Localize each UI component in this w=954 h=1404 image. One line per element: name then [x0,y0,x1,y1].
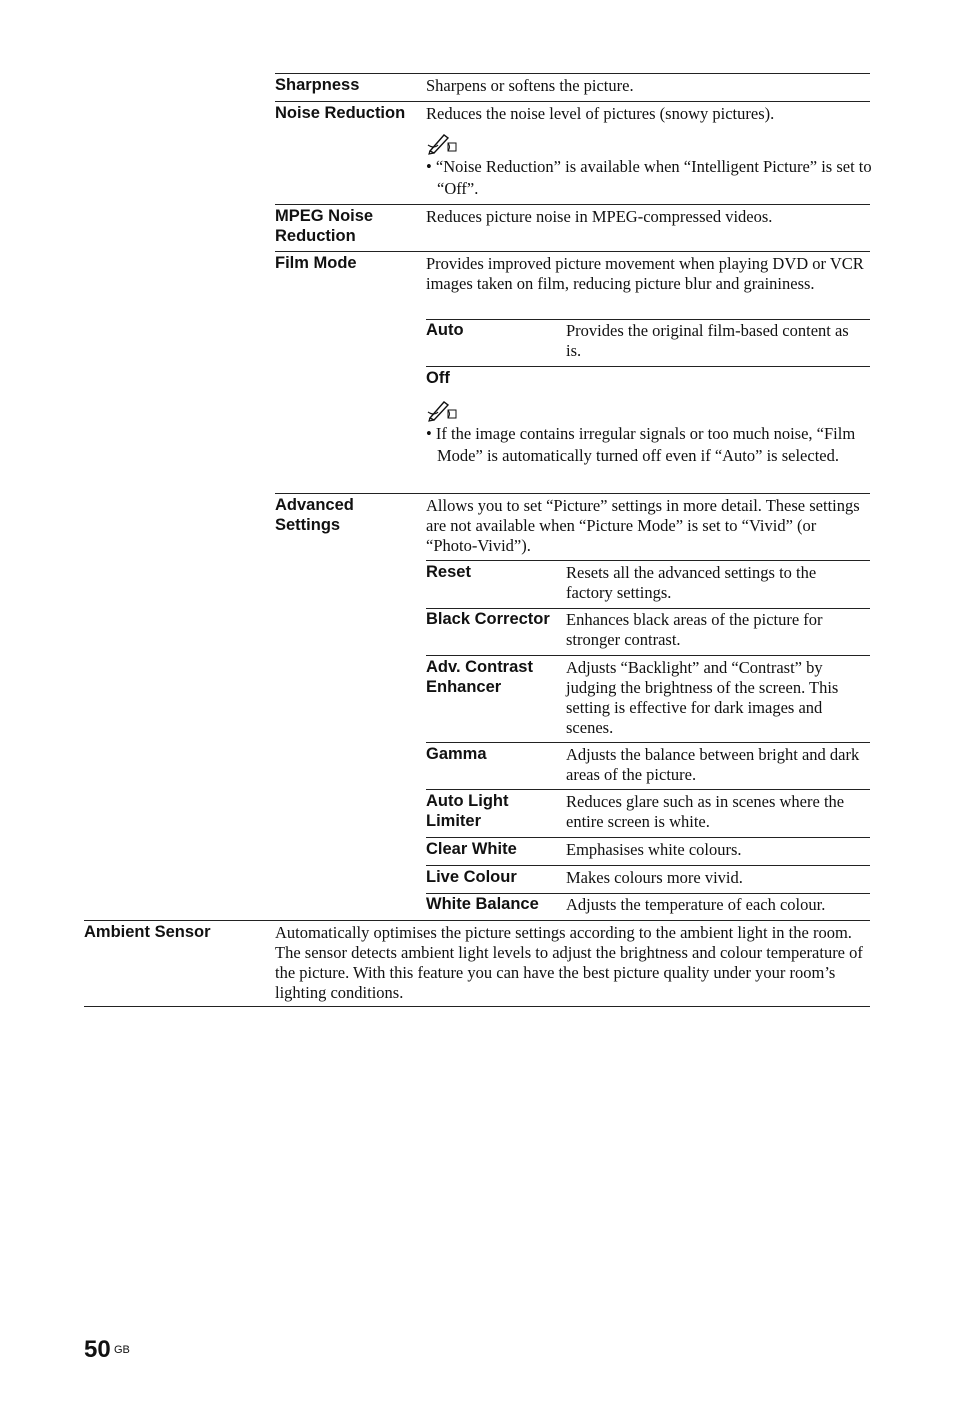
rule [426,789,870,790]
setting-label-ambient-sensor: Ambient Sensor [84,923,211,941]
setting-label-advanced: Advanced Settings [275,496,354,534]
pencil-note-icon [426,398,460,422]
pencil-note-icon [426,131,460,155]
setting-desc-sharpness: Sharpens or softens the picture. [426,76,634,95]
rule [275,73,870,74]
rule [275,204,870,205]
setting-desc-mpeg-noise: Reduces picture noise in MPEG-compressed videos. [426,207,773,226]
rule [275,493,870,494]
rule [426,366,870,367]
note-film-mode: • If the image contains irregular signals or too much noise, “Film Mode” is automatically turned off even if “Auto” is selected. [426,424,856,465]
option-label-off: Off [426,369,450,387]
setting-desc-noise-reduction: Reduces the noise level of pictures (snowy pictures). [426,104,775,123]
rule [426,655,870,656]
rule [426,893,870,894]
rule [84,1006,870,1007]
adv-item-desc-reset: Resets all the advanced settings to the factory settings. [566,563,817,602]
adv-item-desc-contrast-enhancer: Adjusts “Backlight” and “Contrast” by judging the brightness of the screen. This setting is effective for dark images and scenes. [566,658,839,737]
adv-item-desc-white-balance: Adjusts the temperature of each colour. [566,895,826,914]
adv-item-label-black-corrector: Black Corrector [426,610,550,628]
setting-desc-ambient-sensor: Automatically optimises the picture settings according to the ambient light in the room. The sensor detects ambient light levels to adjust the brightness and colour temperature of the picture. With this feature you can have the best picture quality under your room’s lighting conditions. [275,923,863,1002]
setting-label-noise-reduction: Noise Reduction [275,104,406,122]
adv-item-label-white-balance: White Balance [426,895,539,913]
rule [275,251,870,252]
adv-item-label-clear-white: Clear White [426,840,517,858]
rule [426,742,870,743]
adv-item-label-live-colour: Live Colour [426,868,517,886]
option-desc-auto: Provides the original film-based content as is. [566,321,849,360]
setting-label-film-mode: Film Mode [275,254,357,272]
rule [426,608,870,609]
setting-desc-advanced: Allows you to set “Picture” settings in more detail. These settings are not available when “Picture Mode” is set to “Vivid” (or “Photo-Vivid”). [426,496,860,555]
rule [426,319,870,320]
setting-label-sharpness: Sharpness [275,76,360,94]
rule [426,837,870,838]
adv-item-desc-clear-white: Emphasises white colours. [566,840,742,859]
region-code: GB [114,1344,130,1356]
adv-item-desc-live-colour: Makes colours more vivid. [566,868,743,887]
rule [426,560,870,561]
adv-item-desc-auto-light-limiter: Reduces glare such as in scenes where the entire screen is white. [566,792,845,831]
rule [275,101,870,102]
adv-item-label-gamma: Gamma [426,745,487,763]
option-label-auto: Auto [426,321,464,339]
adv-item-label-contrast-enhancer: Adv. Contrast Enhancer [426,658,533,696]
setting-desc-film-mode: Provides improved picture movement when playing DVD or VCR images taken on film, reducing picture blur and graininess. [426,254,864,293]
note-noise-reduction: • “Noise Reduction” is available when “Intelligent Picture” is set to “Off”. [426,157,872,198]
rule [426,865,870,866]
adv-item-desc-black-corrector: Enhances black areas of the picture for stronger contrast. [566,610,823,649]
adv-item-label-auto-light-limiter: Auto Light Limiter [426,792,509,830]
adv-item-label-reset: Reset [426,563,471,581]
setting-label-mpeg-noise: MPEG Noise Reduction [275,207,374,245]
page-number: 50 [84,1336,111,1363]
rule [84,920,870,921]
adv-item-desc-gamma: Adjusts the balance between bright and dark areas of the picture. [566,745,860,784]
